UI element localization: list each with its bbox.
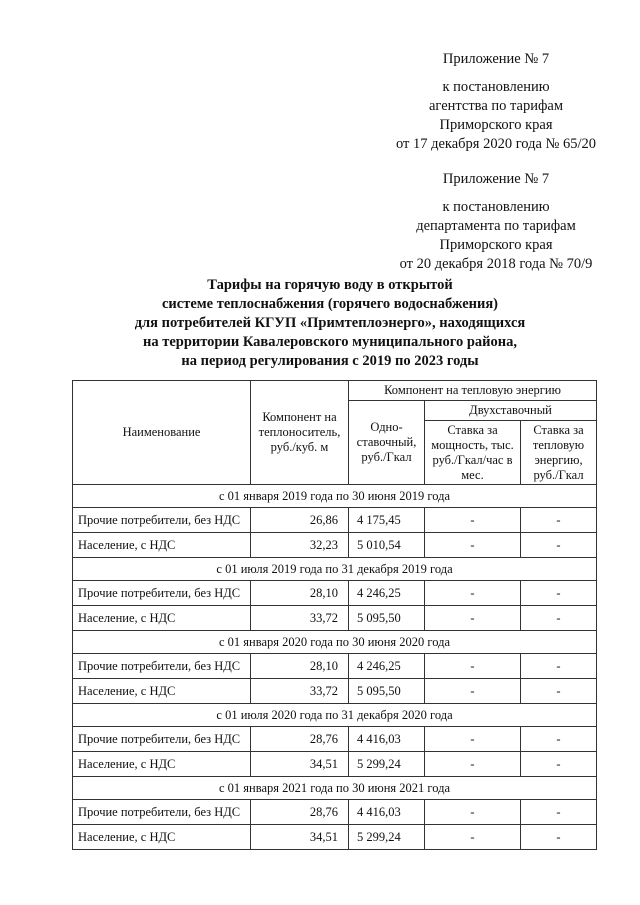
table-row — [73, 606, 597, 631]
appendix-line: департамента по тарифам — [416, 218, 576, 234]
table-row — [73, 679, 597, 704]
period-label: с 01 января 2019 года по 30 июня 2019 года — [73, 485, 597, 508]
table-row — [73, 581, 597, 606]
energy-rate-cell: - — [521, 581, 597, 606]
carrier-value-cell: 33,72 — [251, 679, 349, 704]
appendix-line: от 20 декабря 2018 года № 70/9 — [399, 256, 593, 272]
header-capacity-rate: Ставка за мощность, тыс. руб./Гкал/час в мес. — [425, 421, 521, 485]
consumer-name-cell: Население, с НДС — [73, 752, 251, 777]
header-energy-component: Компонент на тепловую энергию — [349, 381, 597, 401]
capacity-rate-cell: - — [425, 508, 521, 533]
consumer-name-cell: Население, с НДС — [73, 606, 251, 631]
appendix-line: Приморского края — [439, 117, 553, 133]
consumer-name-cell: Население, с НДС — [73, 679, 251, 704]
header-name: Наименование — [73, 381, 251, 485]
energy-rate-cell: - — [521, 752, 597, 777]
capacity-rate-cell: - — [425, 654, 521, 679]
energy-rate-cell: - — [521, 654, 597, 679]
energy-rate-cell: - — [521, 800, 597, 825]
title-line: для потребителей КГУП «Примтеплоэнерго», находящихся — [134, 315, 526, 331]
table-body — [73, 485, 597, 850]
period-label: с 01 января 2020 года по 30 июня 2020 года — [73, 631, 597, 654]
carrier-value-cell: 32,23 — [251, 533, 349, 558]
consumer-name-cell: Прочие потребители, без НДС — [73, 508, 251, 533]
carrier-value-cell: 34,51 — [251, 825, 349, 850]
carrier-value-cell: 28,10 — [251, 654, 349, 679]
one-rate-value-cell: 4 416,03 — [349, 800, 425, 825]
capacity-rate-cell: - — [425, 581, 521, 606]
capacity-rate-cell: - — [425, 606, 521, 631]
period-label: с 01 июля 2019 года по 31 декабря 2019 года — [73, 558, 597, 581]
tariff-table — [72, 380, 597, 850]
title-line: Тарифы на горячую воду в открытой — [207, 277, 453, 293]
table-row — [73, 654, 597, 679]
capacity-rate-cell: - — [425, 752, 521, 777]
appendix-line: агентства по тарифам — [429, 98, 563, 114]
period-row — [73, 558, 597, 581]
appendix-title: Приложение № 7 — [442, 51, 550, 67]
one-rate-value-cell: 4 246,25 — [349, 654, 425, 679]
header-energy-rate: Ставка за тепловую энергию, руб./Гкал — [521, 421, 597, 485]
period-row — [73, 485, 597, 508]
one-rate-value-cell: 5 095,50 — [349, 679, 425, 704]
period-row — [73, 777, 597, 800]
carrier-value-cell: 34,51 — [251, 752, 349, 777]
table-row — [73, 508, 597, 533]
header-carrier-component: Компонент на теплоноситель, руб./куб. м — [251, 381, 349, 485]
appendix-line: от 17 декабря 2020 года № 65/20 — [395, 136, 597, 152]
one-rate-value-cell: 5 010,54 — [349, 533, 425, 558]
appendix-line: к постановлению — [442, 79, 550, 95]
title-line: на период регулирования с 2019 по 2023 годы — [181, 353, 479, 369]
one-rate-value-cell: 4 175,45 — [349, 508, 425, 533]
energy-rate-cell: - — [521, 533, 597, 558]
carrier-value-cell: 26,86 — [251, 508, 349, 533]
table-row — [73, 800, 597, 825]
capacity-rate-cell: - — [425, 679, 521, 704]
energy-rate-cell: - — [521, 508, 597, 533]
consumer-name-cell: Прочие потребители, без НДС — [73, 800, 251, 825]
energy-rate-cell: - — [521, 727, 597, 752]
period-label: с 01 июля 2020 года по 31 декабря 2020 года — [73, 704, 597, 727]
table-row — [73, 727, 597, 752]
appendix-block-original — [362, 170, 630, 274]
table-row — [73, 825, 597, 850]
one-rate-value-cell: 5 299,24 — [349, 752, 425, 777]
consumer-name-cell: Население, с НДС — [73, 825, 251, 850]
one-rate-value-cell: 4 246,25 — [349, 581, 425, 606]
consumer-name-cell: Население, с НДС — [73, 533, 251, 558]
energy-rate-cell: - — [521, 825, 597, 850]
energy-rate-cell: - — [521, 679, 597, 704]
one-rate-value-cell: 4 416,03 — [349, 727, 425, 752]
appendix-block-current — [362, 50, 630, 154]
carrier-value-cell: 28,76 — [251, 727, 349, 752]
appendix-line: Приморского края — [439, 237, 553, 253]
capacity-rate-cell: - — [425, 533, 521, 558]
header-one-rate: Одно-ставочный, руб./Гкал — [349, 401, 425, 485]
table-row — [73, 533, 597, 558]
capacity-rate-cell: - — [425, 800, 521, 825]
table-row — [73, 752, 597, 777]
carrier-value-cell: 28,76 — [251, 800, 349, 825]
one-rate-value-cell: 5 299,24 — [349, 825, 425, 850]
appendix-line: к постановлению — [442, 199, 550, 215]
one-rate-value-cell: 5 095,50 — [349, 606, 425, 631]
title-line: на территории Кавалеровского муниципального района, — [142, 334, 518, 350]
energy-rate-cell: - — [521, 606, 597, 631]
carrier-value-cell: 33,72 — [251, 606, 349, 631]
carrier-value-cell: 28,10 — [251, 581, 349, 606]
appendix-title: Приложение № 7 — [442, 171, 550, 187]
period-row — [73, 631, 597, 654]
capacity-rate-cell: - — [425, 727, 521, 752]
period-label: с 01 января 2021 года по 30 июня 2021 года — [73, 777, 597, 800]
consumer-name-cell: Прочие потребители, без НДС — [73, 654, 251, 679]
consumer-name-cell: Прочие потребители, без НДС — [73, 581, 251, 606]
consumer-name-cell: Прочие потребители, без НДС — [73, 727, 251, 752]
title-line: системе теплоснабжения (горячего водоснабжения) — [161, 296, 499, 312]
period-row — [73, 704, 597, 727]
document-title — [40, 276, 620, 371]
header-two-rate: Двухставочный — [425, 401, 597, 421]
capacity-rate-cell: - — [425, 825, 521, 850]
